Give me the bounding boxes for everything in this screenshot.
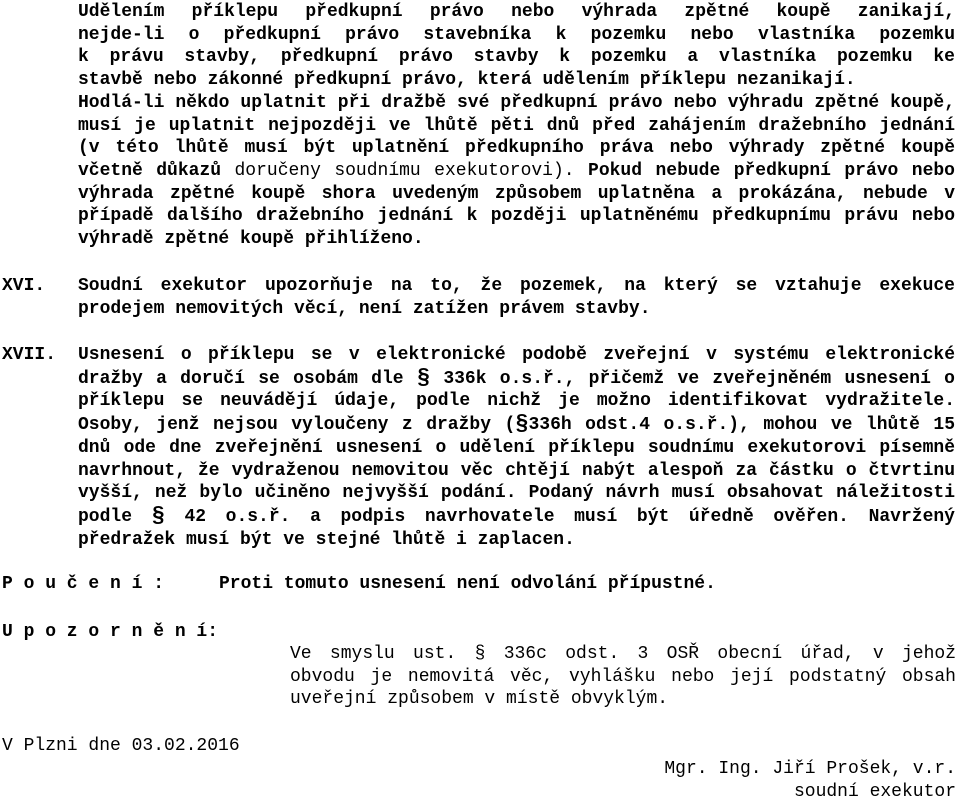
section-xvi-text: Soudní exekutor upozorňuje na to, že pozemek, na který se vztahuje exekuce prodejem nemovitých věcí, není zatížen právem stavby. xyxy=(78,275,955,320)
preemption-text-normal: doručeny soudnímu exekutorovi). xyxy=(234,161,574,181)
place-date: V Plzni dne 03.02.2016 xyxy=(2,735,240,758)
section-xvii-text-2: 336k o.s.ř., přičemž ve zveřejněném usnesení o příklepu se neuvádějí údaje, podle nichž je možno identifikovat vydražitele. Osoby, jenž nejsou vyloučeny z dražby ( xyxy=(78,369,955,435)
section-xvii-text-4: 42 o.s.ř. a podpis navrhovatele musí být úředně ověřen. Navržený předražek musí být ve stejné lhůtě i zaplacen. xyxy=(78,507,955,550)
upozorneni-line: uveřejní způsobem v místě obvyklým. xyxy=(290,688,956,711)
pouceni-text: Proti tomuto usnesení není odvolání přípustné. xyxy=(219,573,716,596)
intro-line: k právu stavby, předkupní právo stavby k pozemku a vlastníka pozemku ke xyxy=(78,46,955,69)
section-symbol-icon: § xyxy=(515,412,528,437)
section-xvii-text-1: Usnesení o příklepu se v elektronické podobě zveřejní v systému elektronické dražby a doručí se osobám dle xyxy=(78,345,955,389)
intro-line: nejde-li o předkupní právo stavebníka k pozemku nebo vlastníka pozemku xyxy=(78,24,955,47)
section-xvi-label: XVI. xyxy=(2,275,45,298)
section-xvii-text xyxy=(78,344,955,551)
section-xvii-label: XVII. xyxy=(2,344,56,367)
upozorneni-text xyxy=(290,643,956,711)
intro-lines xyxy=(78,1,955,92)
upozorneni-line: Ve smyslu ust. § 336c odst. 3 OSŘ obecní úřad, v jehož xyxy=(290,643,956,666)
signature-title: soudní exekutor xyxy=(664,781,956,803)
upozorneni-label: U p o z o r n ě n í: xyxy=(2,621,218,644)
intro-line: stavbě nebo zákonné předkupní právo, která udělením příklepu nezanikají. xyxy=(78,69,955,92)
section-symbol-icon: § xyxy=(152,504,165,529)
preemption-paragraph xyxy=(78,92,955,251)
intro-line: Udělením příklepu předkupní právo nebo výhrada zpětné koupě zanikají, xyxy=(78,1,955,24)
section-xvii-text-3: 336h odst.4 o.s.ř.), mohou ve lhůtě 15 dnů ode dne zveřejnění usnesení o udělení příklepu soudnímu exekutorovi písemně navrhnout, že vydraženou nemovitou věc chtějí nabýt alespoň za částku o čtvrtinu vyšší, než bylo učiněno nejvyšší podání. Podaný návrh musí obsahovat náležitosti podle xyxy=(78,415,955,527)
section-symbol-icon: § xyxy=(417,366,430,391)
pouceni-label: P o u č e n í : xyxy=(2,573,164,596)
preemption-text-a: Hodlá-li někdo uplatnit při dražbě své předkupní právo nebo výhradu zpětné koupě, musí je uplatnit nejpozději ve lhůtě pěti dnů před zahájením dražebního jednání (v této lhůtě musí být uplatnění předkupního práva nebo výhrady zpětné koupě včetně důkazů xyxy=(78,93,955,181)
upozorneni-line: obvodu je nemovitá věc, vyhlášku nebo její podstatný obsah xyxy=(290,666,956,689)
signature-name: Mgr. Ing. Jiří Prošek, v.r. xyxy=(664,758,956,781)
signature-block xyxy=(664,758,956,803)
preemption-text-b: Pokud nebude předkupní právo nebo výhrada zpětné koupě shora uvedeným způsobem uplatněna a prokázána, nebude v případě dalšího dražebního jednání k později uplatněnému předkupnímu právu nebo výhradě zpětné koupě přihlíženo. xyxy=(78,161,955,249)
